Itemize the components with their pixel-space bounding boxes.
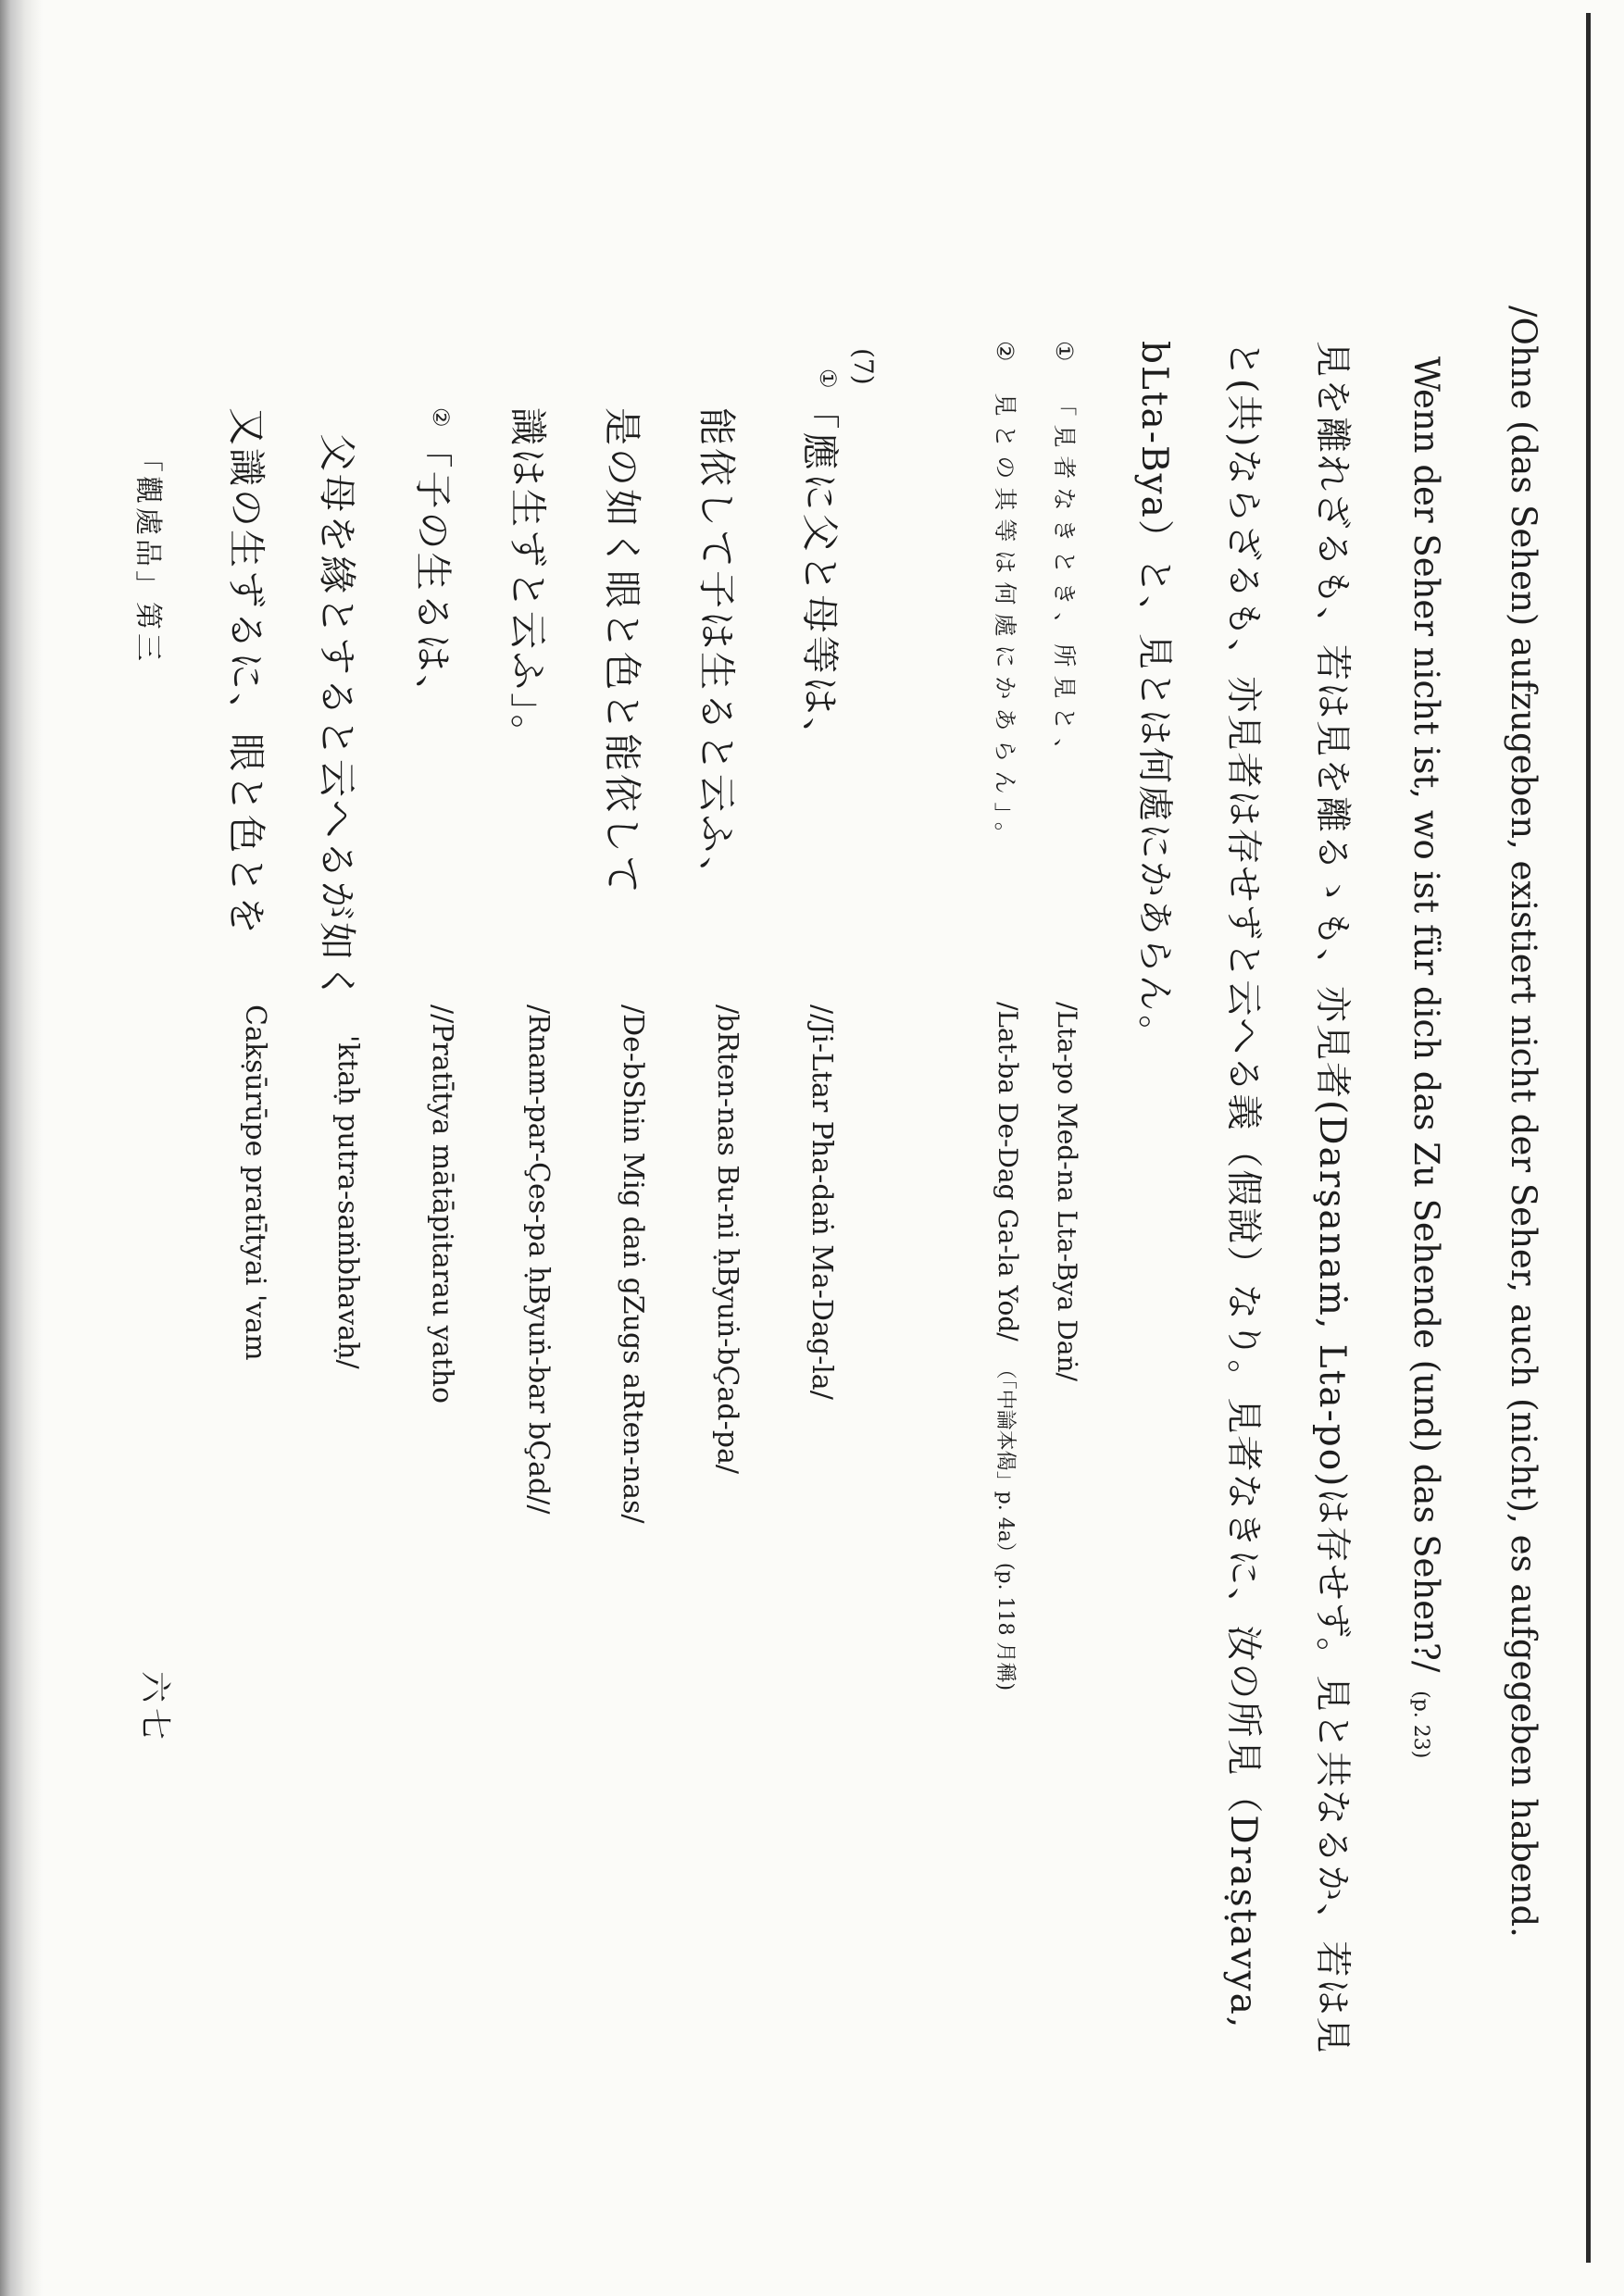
verse-tibetan-line-4: /Rnam-par-Çes-pa ḥByuṅ-bar bÇad// <box>522 1004 555 1515</box>
verse-marker-1: ① <box>815 368 841 392</box>
running-footer: 「觀處品」第三 <box>131 444 164 665</box>
german-line-2-text: Wenn der Seher nicht ist, wo ist für dich das Zu Sehende (und) das Sehen?/ <box>1406 356 1446 1673</box>
verse-tibetan-line-3: /De-bShin Mig daṅ gZugs aRten-nas/ <box>617 1004 649 1524</box>
footnote-1-tibetan: /Lta-po Med-na Lta-Bya Daṅ/ <box>1052 1002 1082 1381</box>
german-line-2 <box>1406 356 1446 1759</box>
verse-jp-line-5-text: 「子の生るは、 <box>410 430 456 716</box>
footnote-1-marker: ① <box>1051 341 1078 370</box>
verse-jp-line-2: 能依して子は生ると云ふ、 <box>694 407 739 897</box>
verse-sanskrit-line-2: 'ktaḥ putra-saṁbhavaḥ/ <box>331 1035 364 1369</box>
footnote-2-reference: （「中論本偈」p. 4a）(p. 118 月稱) <box>993 1358 1017 1691</box>
japanese-line-1: 見を離れざるも、若は見を離るゝも、亦見者(Darşanaṁ, Lta-po)は存せず。見と共なるか、若は見 <box>1311 341 1353 2055</box>
verse-jp-line-7: 又識の生ずるに、眼と色とを <box>224 407 269 937</box>
verse-jp-line-5 <box>410 407 456 716</box>
verse-number: (7) <box>848 348 879 385</box>
verse-jp-line-3: 是の如く眼と色と能依して <box>600 407 644 896</box>
verse-marker-2: ② <box>428 407 454 430</box>
verse-sanskrit-line-3: Cakṣūrūpe pratītyai 'vam <box>239 1004 271 1361</box>
footnote-1-text: 「見者なきとき、所見と、 <box>1051 393 1078 770</box>
verse-jp-line-6: 父母を緣とすると云へるが如く <box>315 433 359 1004</box>
verse-jp-line-4: 識は生ずと云ふ」。 <box>506 407 550 755</box>
footnote-2-text: 見との其等は何處にかあらん」。 <box>992 393 1018 854</box>
verse-tibetan-line-2: /bRten-nas Bu-ni ḥByuṅ-bÇad-pa/ <box>711 1004 743 1474</box>
verse-tibetan-line-1: //Ji-Ltar Pha-daṅ Ma-Dag-la/ <box>806 1004 838 1400</box>
japanese-line-3: bLta-Bya）と、見とは何處にかあらん。 <box>1133 341 1175 1054</box>
footnote-2-marker: ② <box>992 341 1018 370</box>
footnote-2 <box>993 341 1017 854</box>
german-page-ref: (p. 23) <box>1409 1691 1432 1759</box>
german-line-1: /Ohne (das Sehen) aufzugeben, existiert nicht der Seher, auch (nicht), es aufgegeben habend. <box>1504 306 1543 1938</box>
footnote-2-tibetan <box>993 1002 1023 1691</box>
verse-jp-line-1-text: 「應に父と母等は、 <box>797 391 843 758</box>
verse-sanskrit-line-1: //Pratītya mātāpitarau yatho <box>426 1004 458 1404</box>
footnote-1 <box>1053 341 1076 769</box>
footnote-2-tibetan-text: /Lat-ba De-Dag Ga-la Yod/ <box>993 1002 1023 1341</box>
page-number: 六七 <box>136 1671 173 1745</box>
verse-jp-line-1 <box>797 341 843 758</box>
japanese-line-2: と(共)ならざるも、亦見者は存せずと云へる義（假說）なり。見者なきに、汝の所見（Draṣṭavya, <box>1222 341 1264 2030</box>
